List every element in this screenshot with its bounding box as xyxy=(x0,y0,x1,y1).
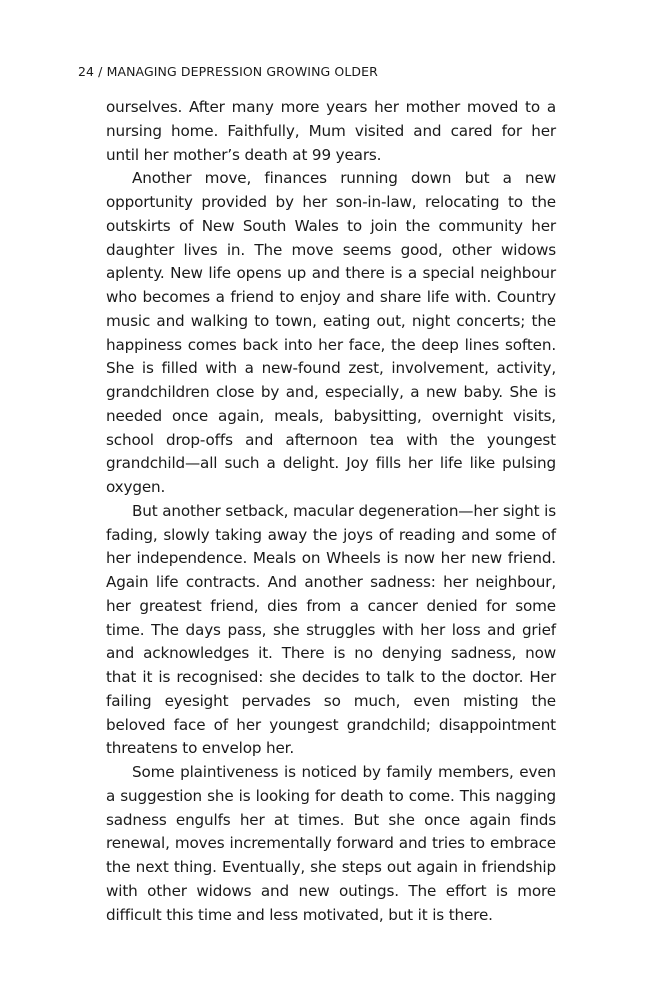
paragraph-setback: But another setback, macular degeneration—her sight is fading, slowly taking away the joys of reading and some of her independence. Meals on Wheels is now her new friend. Again life contracts. And another sadness: her neighbour, her greatest friend, dies from a cancer denied for some time. The days pass, she struggles with her loss and grief and acknowledges it. There is no denying sadness, now that it is recognised: she decides to talk to the doctor. Her failing eyesight pervades so much, even misting the beloved face of her youngest grandchild; disappointment threatens to envelop her. xyxy=(106,501,556,758)
body-text xyxy=(106,96,556,927)
running-head: 24 / MANAGING DEPRESSION GROWING OLDER xyxy=(78,64,378,79)
paragraph-another-move: Another move, finances running down but a new opportunity provided by her son-in-law, relocating to the outskirts of New South Wales to join the community her daughter lives in. The move seems good, other widows aplenty. New life opens up and there is a special neighbour who becomes a friend to enjoy and share life with. Country music and walking to town, eating out, night concerts; the happiness comes back into her face, the deep lines soften. She is filled with a new-found zest, involvement, activity, grandchildren close by and, especially, a new baby. She is needed once again, meals, babysitting, overnight visits, school drop-offs and afternoon tea with the youngest grandchild—all such a delight. Joy fills her life like pulsing oxygen. xyxy=(106,169,556,496)
paragraph-plaintiveness: Some plaintiveness is noticed by family members, even a suggestion she is looking for death to come. This nagging sadness engulfs her at times. But she once again finds renewal, moves incrementally forward and tries to embrace the next thing. Eventually, she steps out again in friendship with other widows and new outings. The effort is more difficult this time and less motivated, but it is there. xyxy=(106,763,556,924)
paragraph-continued: ourselves. After many more years her mother moved to a nursing home. Faithfully, Mum visited and cared for her until her mother’s death at 99 years. xyxy=(106,98,556,164)
